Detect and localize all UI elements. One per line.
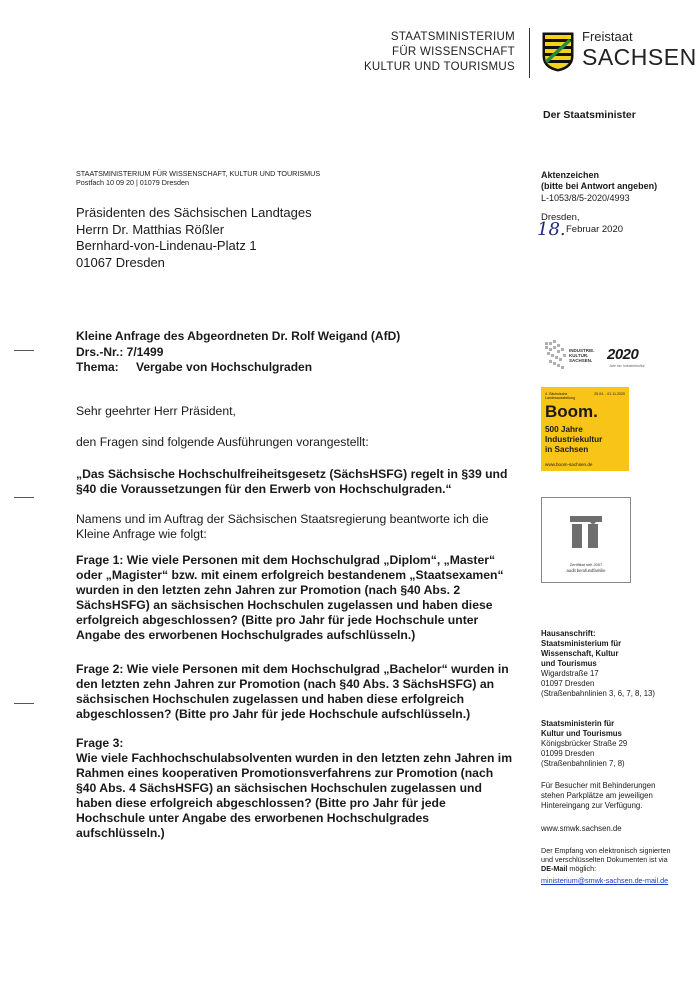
date-place: Dresden, [541, 212, 580, 223]
industriekultur-text [569, 348, 595, 363]
address-line: 01097 Dresden [541, 679, 595, 688]
email-link[interactable]: ministerium@smwk-sachsen.de-mail.de [541, 876, 669, 885]
email-note [541, 846, 691, 873]
fold-mark [14, 350, 34, 351]
question-2: Frage 2: Wie viele Personen mit dem Hochschulgrad „Bachelor“ wurden in den letzten zehn Jahren zur Promotion (nach §40 Abs. 3 SächsHSFG) an sächsischen Hochschulen zugelassen und haben diese erfolgreich abgeschlossen? (Bitte pro Jahr für jede Hochschule aufschlüsseln.) [76, 662, 509, 721]
audit-certificate-line: Zertifikat seit 2007 [569, 562, 603, 567]
address-line: Wigardstraße 17 [541, 669, 599, 678]
ministry-name-line: STAATSMINISTERIUM [390, 31, 515, 43]
question-1: Frage 1: Wie viele Personen mit dem Hochschulgrad „Diplom“, „Master“ oder „Magister“ bzw. mit einem erfolgreich bestandenem „Staatsexamen“ wurden in den letzten zehn Jahren zur Promotion (nach §40 Abs. 2 SächsHSFG) an sächsischen Hochschulen zugelassen und haben diese erfolgreich abgeschlossen? (Bitte pro Jahr für jede Hochschule unter Angabe des erworbenen Hochschulgrades aufschlüsseln.) [76, 553, 504, 642]
industriekultur-line: INDUSTRIE. [569, 348, 595, 353]
address-ministry [541, 629, 691, 699]
quoted-statement: „Das Sächsische Hochschulfreiheitsgesetz (SächsHSFG) regelt in §39 und §40 die Voraussetzungen für den Erwerb von Hochschulgraden.“ [76, 467, 508, 496]
reference-note: (bitte bei Antwort angeben) [541, 181, 658, 191]
year-2020: 2020 [607, 346, 639, 363]
boom-line: Industriekultur [545, 435, 603, 444]
fold-mark [14, 703, 34, 704]
address-line: (Straßenbahnlinien 3, 6, 7, 8, 13) [541, 689, 655, 698]
question-3-label: Frage 3: [76, 736, 124, 750]
boom-url: www.boom-sachsen.de [545, 462, 593, 467]
address-line: (Straßenbahnlinien 7, 8) [541, 759, 625, 768]
thema-label: Thema: [76, 360, 119, 374]
ministry-name [364, 30, 515, 75]
accessibility-line: stehen Parkplätze am jeweiligen [541, 791, 653, 800]
address-title: Hausanschrift: [541, 629, 596, 638]
drs-number: Drs.-Nr.: 7/1499 [76, 344, 164, 359]
reference-title: Aktenzeichen [541, 170, 600, 180]
year-subtitle: Jahr der Industriekultur [609, 364, 645, 368]
address-bold-line: Kultur und Tourismus [541, 729, 622, 738]
saxony-coat-of-arms-icon [542, 32, 574, 72]
freistaat-label: Freistaat [582, 29, 633, 44]
thema-row [76, 360, 400, 376]
boom-dates: 25.04. - 01.11.2020 [594, 392, 625, 396]
subject-block [76, 329, 400, 376]
sachsen-label: SACHSEN [582, 44, 697, 70]
boom-exhibition-label: 4. Sächsische Landesausstellung [545, 392, 575, 401]
accessibility-line: Für Besucher mit Behinderungen [541, 781, 656, 790]
date-month-year: Februar 2020 [566, 224, 624, 235]
boom-title: Boom. [545, 402, 598, 421]
answer-intro: Namens und im Auftrag der Sächsischen Staatsregierung beantworte ich die Kleine Anfrage wie folgt: [76, 512, 489, 541]
address-minister-culture [541, 719, 691, 769]
address-line: Königsbrücker Straße 29 [541, 739, 628, 748]
industriekultur-2020-logo [541, 336, 661, 376]
address-bold-line: Staatsministerin für [541, 719, 615, 728]
recipient-line: Herrn Dr. Matthias Rößler [76, 221, 225, 237]
industriekultur-line: SACHSEN. [569, 358, 593, 363]
date-day-handwritten: 18. [537, 219, 566, 240]
boom-line: 500 Jahre [545, 425, 583, 434]
recipient-line: 01067 Dresden [76, 254, 165, 270]
accessibility-line: Hintereingang zur Verfügung. [541, 801, 643, 810]
address-bold-line: Wissenschaft, Kultur [541, 649, 619, 658]
recipient-line: Präsidenten des Sächsischen Landtages [76, 205, 312, 220]
ministry-name-line: KULTUR UND TOURISMUS [363, 61, 515, 73]
boom-line: in Sachsen [545, 445, 589, 454]
audit-berufundfamilie-icon [568, 512, 604, 552]
thema-value: Vergabe von Hochschulgraden [136, 360, 313, 374]
fold-mark [14, 497, 34, 498]
email-note-line: und verschlüsselten Dokumenten ist via [541, 855, 668, 864]
sender-line: STAATSMINISTERIUM FÜR WISSENSCHAFT, KULTUR UND TOURISMUS [76, 169, 321, 178]
address-bold-line: und Tourismus [541, 659, 597, 668]
email-note-line: Der Empfang von elektronisch signierten [541, 846, 671, 855]
intro-text: den Fragen sind folgende Ausführungen vorangestellt: [76, 435, 369, 449]
email-note-line [541, 864, 691, 873]
recipient-line: Bernhard-von-Lindenau-Platz 1 [76, 238, 257, 253]
reference-number: L-1053/8/5-2020/4993 [541, 193, 630, 203]
boom-exhibition-banner [541, 387, 629, 471]
header-divider [529, 28, 530, 78]
industriekultur-line: KULTUR. [569, 353, 589, 358]
de-mail-label: DE-Mail [541, 864, 568, 873]
question-3: Wie viele Fachhochschulabsolventen wurden in den letzten zehn Jahren im Rahmen eines kooperativen Promotionsverfahrens zur Promotion (nach §40 Abs. 4 SächsHSFG) an sächsischen Hochschulen zugelassen und haben diese erfolgreich abgeschlossen? (Bitte pro Jahr für jede Hochschule unter Angabe des erworbenen Hochschulgrades aufschlüsseln.) [76, 751, 513, 840]
minister-title: Der Staatsminister [543, 109, 636, 121]
accessibility-note [541, 781, 691, 811]
website-link[interactable]: www.smwk.sachsen.de [541, 824, 622, 833]
recipient-address [76, 205, 312, 271]
audit-name: audit berufundfamilie [566, 568, 606, 573]
address-line: 01099 Dresden [541, 749, 595, 758]
sender-postfach: Postfach 10 09 20 | 01079 Dresden [76, 178, 189, 187]
greeting: Sehr geehrter Herr Präsident, [76, 404, 236, 418]
audit-certificate-box [541, 497, 631, 583]
email-note-suffix: möglich: [567, 864, 597, 873]
address-bold-line: Staatsministerium für [541, 639, 622, 648]
ministry-name-line: FÜR WISSENSCHAFT [392, 46, 515, 58]
subject-line: Kleine Anfrage des Abgeordneten Dr. Rolf Weigand (AfD) [76, 329, 401, 343]
